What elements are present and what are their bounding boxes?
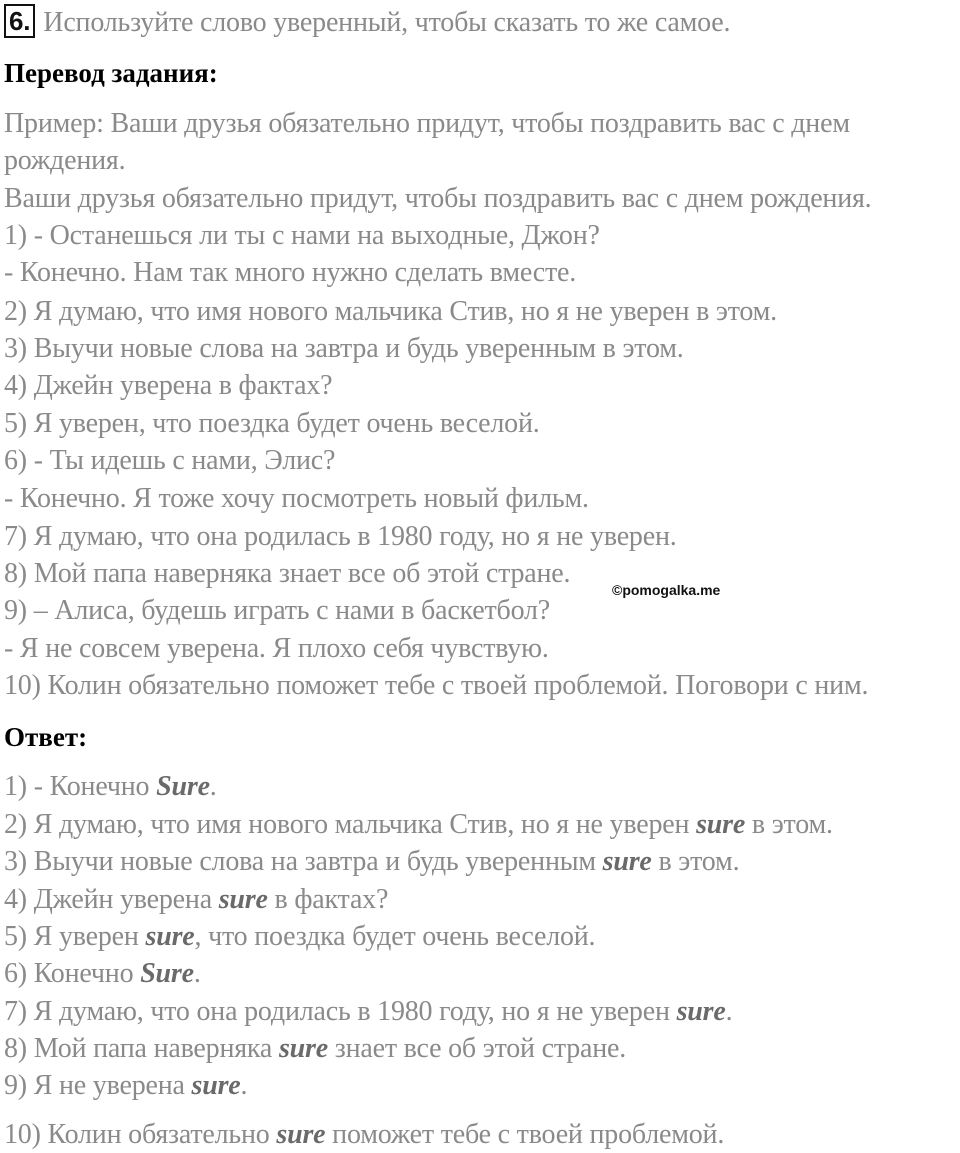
- answer-keyword: sure: [145, 921, 195, 952]
- answer-text: , что поездка будет очень веселой.: [194, 921, 596, 952]
- translation-line: 4) Джейн уверена в фактах?: [4, 370, 333, 401]
- translation-line: Пример: Ваши друзья обязательно придут, чтобы поздравить вас с днем: [4, 108, 850, 139]
- answer-text: 9) Я не уверена: [4, 1070, 192, 1101]
- translation-line: - Я не совсем уверена. Я плохо себя чувствую.: [4, 633, 549, 664]
- answer-line: [4, 845, 739, 879]
- translation-line: 3) Выучи новые слова на завтра и будь уверенным в этом.: [4, 333, 684, 364]
- task-number: 6.: [4, 4, 35, 38]
- answer-keyword: sure: [278, 1033, 328, 1064]
- answer-text: 6) Конечно: [4, 958, 141, 989]
- translation-line: - Конечно. Я тоже хочу посмотреть новый фильм.: [4, 483, 589, 514]
- answer-keyword: sure: [696, 809, 746, 840]
- answer-text: поможет тебе с твоей проблемой.: [325, 1119, 725, 1150]
- answer-line: [4, 920, 595, 954]
- translation-line: рождения.: [4, 145, 126, 176]
- answer-text: 7) Я думаю, что она родилась в 1980 году, но я не уверен: [4, 996, 677, 1027]
- answer-keyword: Sure: [140, 958, 194, 989]
- translation-line: 1) - Останешься ли ты с нами на выходные, Джон?: [4, 220, 600, 251]
- answer-line: [4, 883, 388, 917]
- answer-keyword: Sure: [156, 771, 210, 802]
- answer-line: [4, 1032, 626, 1066]
- task-line: [4, 4, 730, 40]
- translation-line: - Конечно. Нам так много нужно сделать вместе.: [4, 257, 577, 288]
- translation-line: 8) Мой папа наверняка знает все об этой стране.: [4, 558, 571, 589]
- answer-text: 4) Джейн уверена: [4, 884, 219, 915]
- answer-keyword: sure: [191, 1070, 241, 1101]
- answer-text: .: [193, 958, 201, 989]
- answer-text: .: [240, 1070, 248, 1101]
- answer-text: 1) - Конечно: [4, 771, 157, 802]
- answer-keyword: sure: [276, 1119, 326, 1150]
- translation-line: Ваши друзья обязательно придут, чтобы поздравить вас с днем рождения.: [4, 183, 872, 214]
- answer-line: [4, 1069, 247, 1103]
- answer-line: [4, 808, 833, 842]
- answer-heading: Ответ:: [4, 722, 88, 752]
- answer-keyword: sure: [676, 996, 726, 1027]
- translation-heading: Перевод задания:: [4, 58, 218, 88]
- answer-text: в фактах?: [267, 884, 389, 915]
- translation-line: 2) Я думаю, что имя нового мальчика Стив, но я не уверен в этом.: [4, 296, 777, 327]
- answer-line: [4, 1118, 724, 1152]
- answer-text: знает все об этой стране.: [327, 1033, 627, 1064]
- translation-line: 10) Колин обязательно поможет тебе с твоей проблемой. Поговори с ним.: [4, 670, 869, 701]
- answer-text: 5) Я уверен: [4, 921, 146, 952]
- answer-line: [4, 957, 201, 991]
- answer-line: [4, 770, 217, 804]
- answer-text: .: [725, 996, 733, 1027]
- answer-keyword: sure: [602, 846, 652, 877]
- answer-text: .: [209, 771, 217, 802]
- answer-line: [4, 995, 732, 1029]
- answer-text: в этом.: [651, 846, 740, 877]
- translation-line: 9) – Алиса, будешь играть с нами в баскетбол?: [4, 595, 551, 626]
- answer-keyword: sure: [218, 884, 268, 915]
- watermark-text: ©pomogalka.me: [612, 582, 721, 598]
- answer-text: 3) Выучи новые слова на завтра и будь уверенным: [4, 846, 603, 877]
- answer-text: 10) Колин обязательно: [4, 1119, 277, 1150]
- answer-text: 2) Я думаю, что имя нового мальчика Стив, но я не уверен: [4, 809, 697, 840]
- translation-line: 5) Я уверен, что поездка будет очень веселой.: [4, 408, 540, 439]
- answer-text: в этом.: [745, 809, 833, 840]
- task-instruction: Используйте слово уверенный, чтобы сказать то же самое.: [43, 7, 731, 38]
- answer-text: 8) Мой папа наверняка: [4, 1033, 279, 1064]
- translation-line: 6) - Ты идешь с нами, Элис?: [4, 445, 336, 476]
- translation-line: 7) Я думаю, что она родилась в 1980 году, но я не уверен.: [4, 521, 677, 552]
